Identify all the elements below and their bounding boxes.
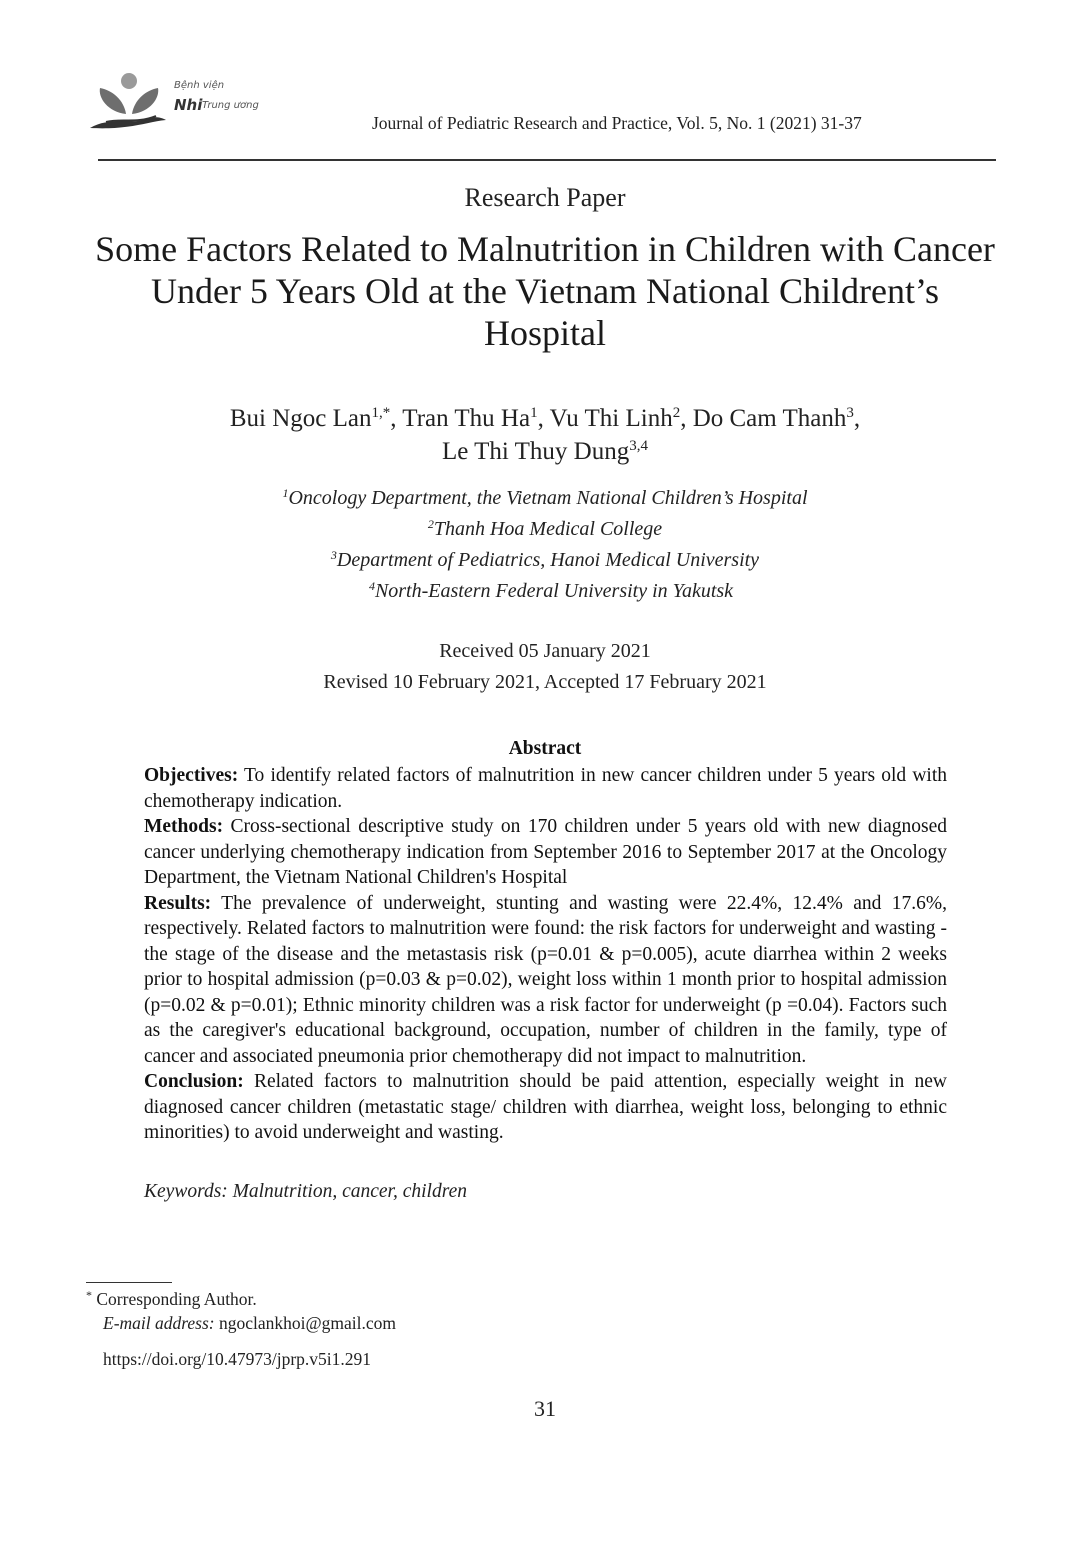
author-affiliation-marker: 1,* xyxy=(371,405,391,421)
affiliation-number: 2 xyxy=(427,517,434,531)
author-affiliation-marker: 3,4 xyxy=(629,438,648,454)
keywords: Keywords: Malnutrition, cancer, children xyxy=(144,1181,467,1202)
author-list: Bui Ngoc Lan$^{1,*}$, Tran Thu Ha$^1$, Vu Thi Linh$^2$, Do Cam Thanh$^3$, Le Thi Thuy Dung$^{3,4}$ xyxy=(229,405,861,465)
author-name: Vu Thi Linh xyxy=(549,405,673,432)
affiliation-text: Thanh Hoa Medical College xyxy=(433,518,663,540)
author-affiliation-marker: 2 xyxy=(672,405,681,421)
section-text: The prevalence of underweight, stunting and wasting were 22.4%, 12.4% and 17.6%, respectively. Related factors to malnutrition were found: the risk factors for underweight and wasting - the stage of the disease and the metastasis risk (p=0.01 & p=0.005), acute diarrhea within 2 weeks prior to hospital admission (p=0.03 & p=0.02), weight loss within 1 month prior to hospital admission (p=0.02 & p=0.01); Ethnic minority children was a risk factor for underweight (p =0.04). Factors such as the caregiver's educational background, occupation, number of children in the family, type of cancer and associated pneumonia prior chemotherapy did not impact to malnutrition. xyxy=(144,892,947,1067)
email-label: E-mail address: xyxy=(103,1313,215,1333)
author-affiliation-marker: 3 xyxy=(846,405,854,421)
logo-text-nhi: Nhi xyxy=(174,96,203,114)
section-label: Conclusion: xyxy=(144,1071,244,1092)
corresponding-author-note xyxy=(86,1289,257,1310)
article-dates xyxy=(0,636,1090,698)
logo-text-trung-uong: Trung ương xyxy=(202,100,259,111)
author-name: Tran Thu Ha xyxy=(402,405,531,432)
author-name: Bui Ngoc Lan xyxy=(229,405,372,432)
affiliation xyxy=(0,514,1090,545)
revised-accepted-dates: Revised 10 February 2021, Accepted 17 February 2021 xyxy=(323,671,767,693)
header-divider xyxy=(98,159,996,161)
abstract-body xyxy=(144,763,947,1146)
article-title xyxy=(0,228,1090,354)
affiliation xyxy=(0,576,1090,607)
hospital-logo xyxy=(86,68,286,136)
section-label: Objectives: xyxy=(144,765,239,786)
affiliation-number: 1 xyxy=(282,486,289,500)
section-label: Methods: xyxy=(144,816,224,837)
footnote-divider xyxy=(86,1282,172,1283)
affiliation-number: 4 xyxy=(368,579,375,593)
author-name: Le Thi Thuy Dung xyxy=(441,438,630,465)
section-text: To identify related factors of malnutrition in new cancer children under 5 years old with chemotherapy indication. xyxy=(144,765,947,812)
affiliation-text: North-Eastern Federal University in Yakutsk xyxy=(374,580,734,602)
email-link[interactable]: ngoclankhoi@gmail.com xyxy=(219,1313,396,1333)
affiliation-text: Department of Pediatrics, Hanoi Medical University xyxy=(336,549,760,571)
abstract-conclusion xyxy=(144,1069,947,1146)
title-line: Some Factors Related to Malnutrition in Children with Cancer xyxy=(95,229,995,269)
affiliation-list xyxy=(0,483,1090,607)
abstract-methods xyxy=(144,814,947,891)
affiliation xyxy=(0,545,1090,576)
affiliation xyxy=(0,483,1090,514)
section-text: Related factors to malnutrition should be paid attention, especially weight in new diagnosed cancer children (metastatic stage/ children with diarrhea, weight loss, belonging to ethnic minorities) to avoid underweight and wasting. xyxy=(144,1071,947,1143)
journal-citation: Journal of Pediatric Research and Practice, Vol. 5, No. 1 (2021) 31-37 xyxy=(372,113,862,133)
affiliation-text: Oncology Department, the Vietnam National Children’s Hospital xyxy=(288,487,808,509)
affiliation-number: 3 xyxy=(330,548,337,562)
author-affiliation-marker: 1 xyxy=(530,405,538,421)
abstract-heading: Abstract xyxy=(508,738,582,759)
footnote-marker: * xyxy=(86,1288,92,1302)
doi-link[interactable]: https://doi.org/10.47973/jprp.v5i1.291 xyxy=(103,1349,372,1369)
page-number: 31 xyxy=(534,1396,556,1421)
author-name: Do Cam Thanh xyxy=(692,405,847,432)
abstract-results xyxy=(144,891,947,1070)
corresponding-label: Corresponding Author. xyxy=(96,1289,257,1309)
logo-text-benh-vien: Bệnh viện xyxy=(174,80,225,91)
title-line: Hospital xyxy=(484,313,606,353)
received-date: Received 05 January 2021 xyxy=(439,640,651,662)
title-line: Under 5 Years Old at the Vietnam National Childrent’s xyxy=(150,271,940,311)
email-line xyxy=(103,1313,396,1334)
abstract-objectives xyxy=(144,763,947,814)
section-label: Results: xyxy=(144,892,212,914)
section-text: Cross-sectional descriptive study on 170 children under 5 years old with new diagnosed cancer underlying chemotherapy indication from September 2016 to September 2017 at the Oncology Department, the Vietnam National Children's Hospital xyxy=(144,816,947,888)
article-type: Research Paper xyxy=(464,183,626,212)
lotus-logo-icon xyxy=(86,68,172,136)
